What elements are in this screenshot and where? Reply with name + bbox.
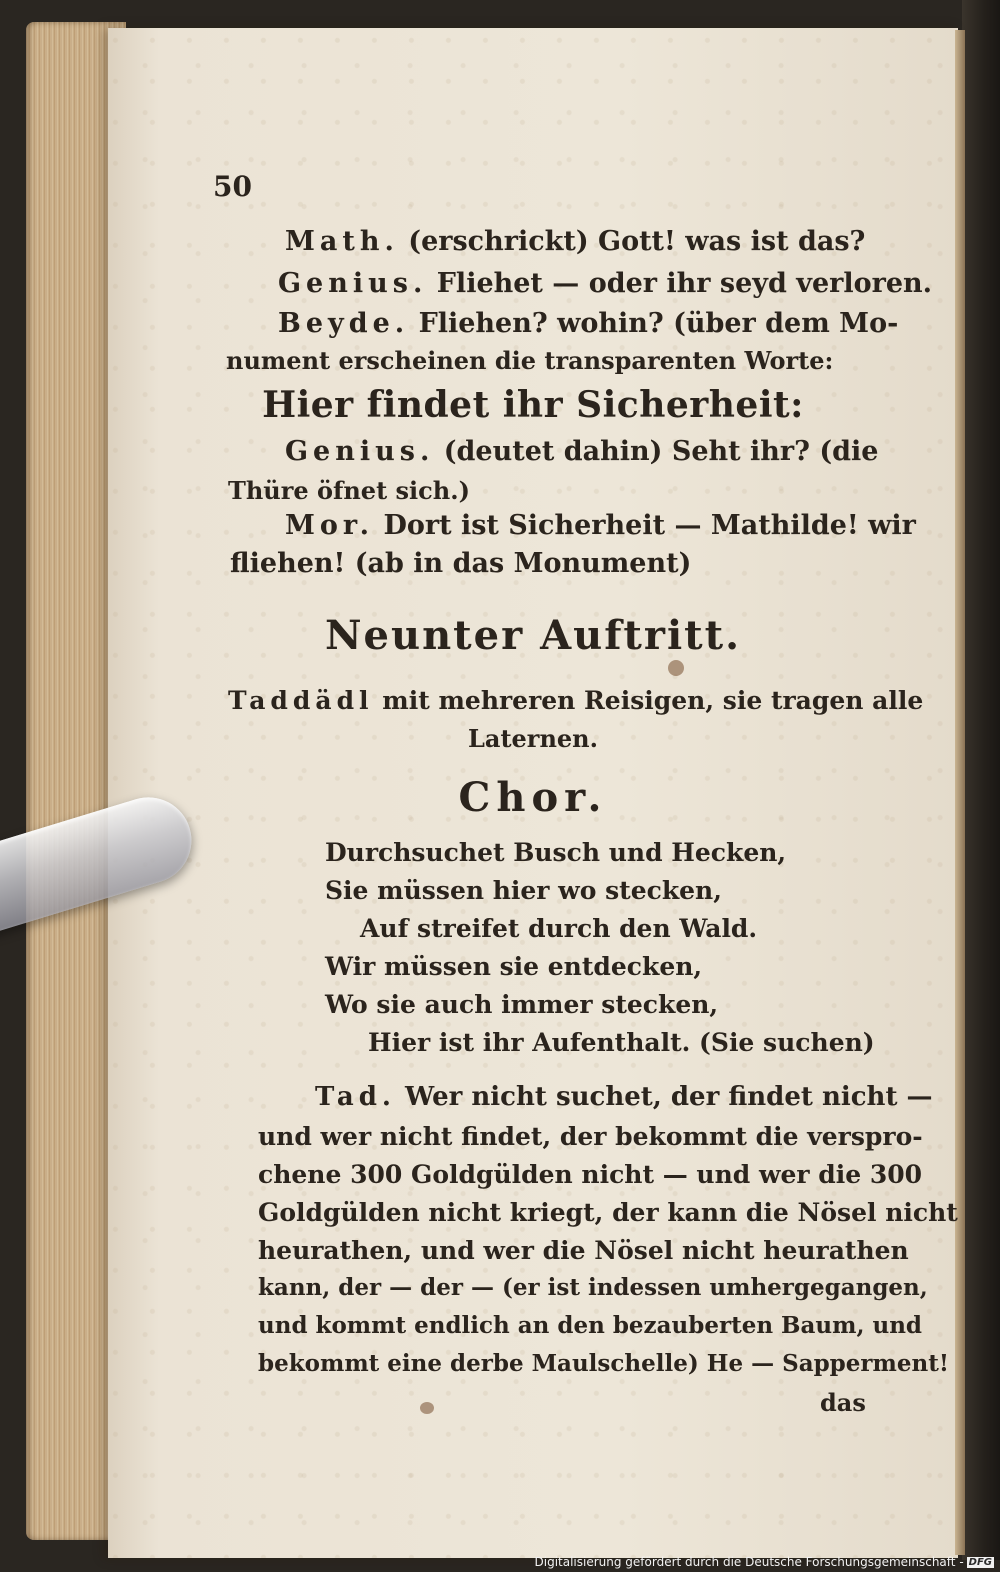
prose-line: heurathen, und wer die Nösel nicht heurathen xyxy=(258,1236,909,1265)
dfg-logo: DFG xyxy=(968,1556,992,1568)
dialogue-continuation: fliehen! (ab in das Monument) xyxy=(230,548,692,579)
chorus-line: Wo sie auch immer stecken, xyxy=(325,990,719,1019)
dialogue-continuation: Thüre öfnet sich.) xyxy=(228,476,470,505)
transparent-words: Hier findet ihr Sicherheit: xyxy=(262,384,804,426)
direction-text: mit mehreren Reisigen, sie tragen alle xyxy=(382,686,924,715)
dialogue-line xyxy=(285,226,865,257)
foxing-spot xyxy=(420,1402,434,1414)
dialogue-text: Wer nicht suchet, der findet nicht — xyxy=(405,1082,933,1112)
chorus-line: Hier ist ihr Aufenthalt. (Sie suchen) xyxy=(368,1028,875,1057)
catchword: das xyxy=(820,1388,866,1417)
dialogue-text: (deutet dahin) Seht ihr? (die xyxy=(443,436,879,467)
dialogue-text: Dort ist Sicherheit — Mathilde! wir xyxy=(383,510,916,541)
speaker-name: Beyde. xyxy=(278,308,410,339)
chorus-line: Durchsuchet Busch und Hecken, xyxy=(325,838,787,867)
character-name: Taddädl xyxy=(228,686,374,715)
footer-credit-text: Digitalisierung gefördert durch die Deutsche Forschungsgemeinschaft - xyxy=(534,1555,964,1569)
scene-direction xyxy=(228,686,923,715)
dialogue-line xyxy=(315,1082,933,1112)
dialogue-line xyxy=(278,268,932,299)
book-dark-edge xyxy=(962,0,1000,1560)
prose-line: chene 300 Goldgülden nicht — und wer die 300 xyxy=(258,1160,923,1189)
dialogue-text: (erschrickt) Gott! was ist das? xyxy=(408,226,866,257)
speaker-name: Math. xyxy=(285,226,399,257)
dialogue-text: Fliehet — oder ihr seyd verloren. xyxy=(436,268,933,299)
dialogue-continuation: nument erscheinen die transparenten Worte: xyxy=(226,346,834,375)
foxing-spot xyxy=(668,660,684,676)
dialogue-line xyxy=(285,436,878,467)
scene-title: Neunter Auftritt. xyxy=(324,612,742,659)
speaker-name: Mor. xyxy=(285,510,375,541)
speaker-name: Genius. xyxy=(285,436,435,467)
prose-line: bekommt eine derbe Maulschelle) He — Sapperment! xyxy=(258,1350,949,1377)
dialogue-line xyxy=(278,308,898,339)
scene-direction-cont: Laternen. xyxy=(468,724,598,753)
speaker-name: Genius. xyxy=(278,268,428,299)
footer-credit xyxy=(535,1555,995,1569)
chorus-heading: Chor. xyxy=(458,774,608,821)
speaker-name: Tad. xyxy=(315,1082,396,1112)
chorus-line: Wir müssen sie entdecken, xyxy=(325,952,703,981)
chorus-line: Auf streifet durch den Wald. xyxy=(360,914,758,943)
prose-line: und kommt endlich an den bezauberten Baum, und xyxy=(258,1312,923,1339)
dialogue-text: Fliehen? wohin? (über dem Mo- xyxy=(418,308,899,339)
chorus-line: Sie müssen hier wo stecken, xyxy=(325,876,722,905)
prose-line: kann, der — der — (er ist indessen umhergegangen, xyxy=(258,1274,928,1301)
dialogue-line xyxy=(285,510,916,541)
prose-line: Goldgülden nicht kriegt, der kann die Nösel nicht xyxy=(258,1198,958,1227)
prose-line: und wer nicht findet, der bekommt die verspro- xyxy=(258,1122,923,1151)
page-number: 50 xyxy=(213,170,252,203)
